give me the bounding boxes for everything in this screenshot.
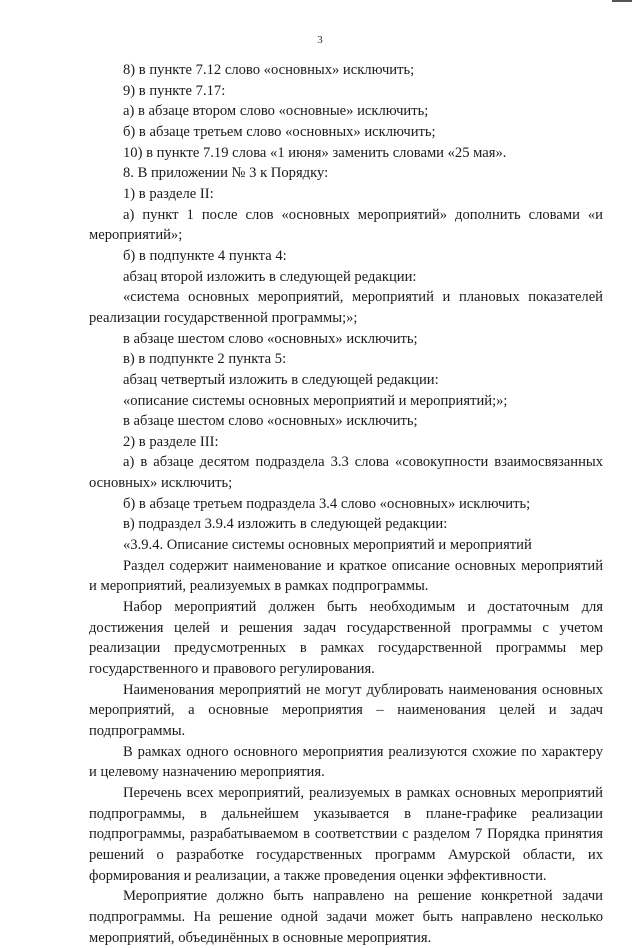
paragraph: Мероприятие должно быть направлено на решение конкретной задачи подпрограммы. На решение одной задачи может быть направлено несколько мероприятий, объединённых в основные мероприятия.	[89, 888, 603, 946]
paragraph: б) в абзаце третьем слово «основных» исключить;	[123, 123, 436, 140]
page-number: 3	[317, 34, 323, 46]
paragraph: а) в абзаце втором слово «основные» исключить;	[123, 103, 429, 120]
paragraph: «описание системы основных мероприятий и мероприятий;»;	[123, 392, 508, 409]
paragraph: б) в абзаце третьем подраздела 3.4 слово «основных» исключить;	[123, 495, 531, 512]
paragraph: в) в подпункте 2 пункта 5:	[123, 351, 287, 368]
paragraph: Набор мероприятий должен быть необходимым и достаточным для достижения целей и решения задач государственной программы с учетом реализации предусмотренных в рамках государственной программы мер государственного и правового регулирования.	[89, 599, 603, 678]
scan-edge-mark	[612, 0, 632, 2]
section-heading: «3.9.4. Описание системы основных мероприятий и мероприятий	[123, 537, 532, 554]
paragraph: 8. В приложении № 3 к Порядку:	[123, 165, 329, 182]
paragraph: б) в подпункте 4 пункта 4:	[123, 247, 287, 264]
paragraph: в) подраздел 3.9.4 изложить в следующей редакции:	[123, 516, 448, 533]
paragraph: в абзаце шестом слово «основных» исключить;	[123, 413, 418, 430]
paragraph: а) пункт 1 после слов «основных мероприятий» дополнить словами «и мероприятий»;	[89, 206, 603, 244]
paragraph: в абзаце шестом слово «основных» исключить;	[123, 330, 418, 347]
paragraph: Перечень всех мероприятий, реализуемых в рамках основных мероприятий подпрограммы, в дальнейшем указывается в плане-графике реализации подпрограммы, разрабатываемом в соответствии с разделом 7 Порядка принятия решений о разработке государственных программ Амурской области, их формирования и реализации, а также проведения оценки эффективности.	[89, 784, 603, 884]
paragraph: абзац второй изложить в следующей редакции:	[123, 268, 417, 285]
paragraph: Раздел содержит наименование и краткое описание основных мероприятий и мероприятий, реализуемых в рамках подпрограммы.	[89, 557, 603, 595]
document-body	[89, 60, 603, 948]
paragraph: 8) в пункте 7.12 слово «основных» исключить;	[123, 62, 415, 78]
paragraph: 9) в пункте 7.17:	[123, 82, 226, 99]
paragraph: 10) в пункте 7.19 слова «1 июня» заменить словами «25 мая».	[123, 144, 507, 161]
paragraph: «система основных мероприятий, мероприятий и плановых показателей реализации государственной программы;»;	[89, 289, 603, 326]
paragraph: абзац четвертый изложить в следующей редакции:	[123, 371, 439, 388]
paragraph: В рамках одного основного мероприятия реализуются схожие по характеру и целевому назначению мероприятия.	[89, 743, 603, 781]
paragraph: Наименования мероприятий не могут дублировать наименования основных мероприятий, а основные мероприятия – наименования целей и задач подпрограммы.	[89, 681, 603, 739]
paragraph: 2) в разделе III:	[123, 433, 219, 450]
paragraph: 1) в разделе II:	[123, 185, 214, 202]
paragraph: а) в абзаце десятом подраздела 3.3 слова «совокупности взаимосвязанных основных» исключить;	[89, 454, 603, 492]
